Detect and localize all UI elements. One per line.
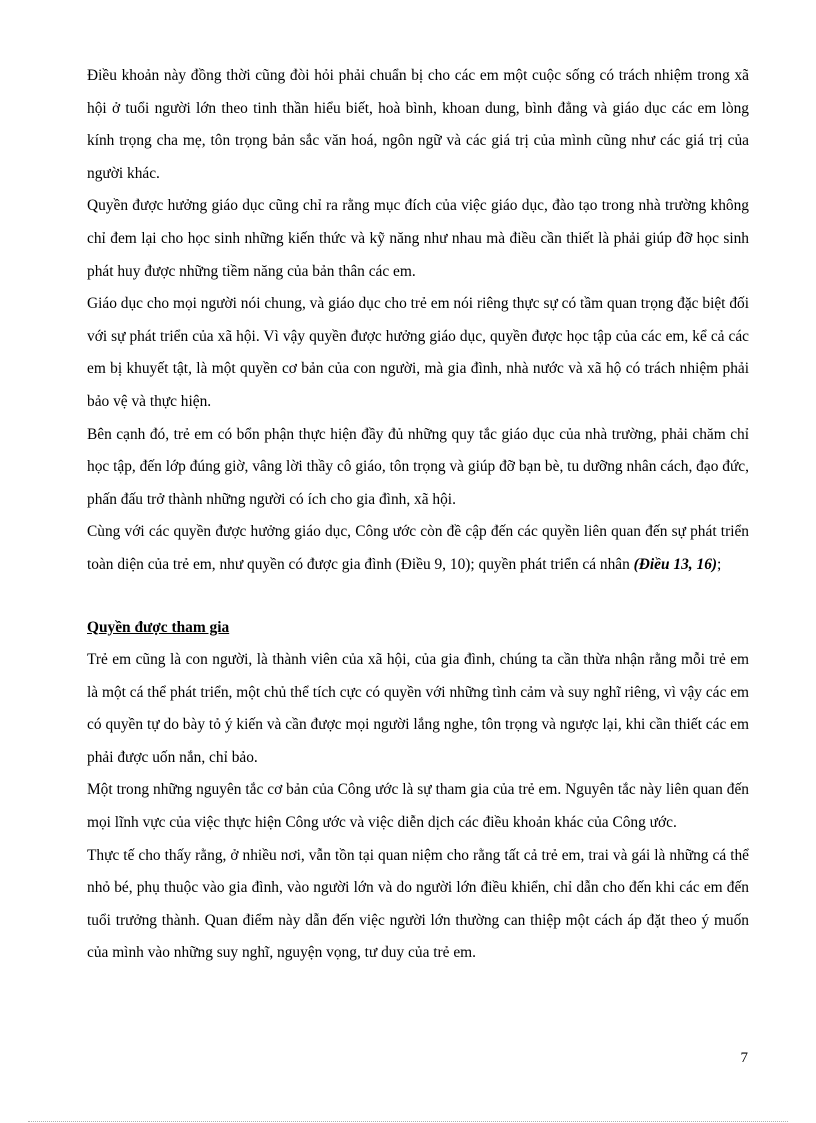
paragraph: Bên cạnh đó, trẻ em có bổn phận thực hiện đầy đủ những quy tắc giáo dục của nhà trường, phải chăm chỉ học tập, đến lớp đúng giờ, vâng lời thầy cô giáo, tôn trọng và giúp đỡ bạn bè, tu dưỡng nhân cách, đạo đức, phấn đấu trở thành những người có ích cho gia đình, xã hội. xyxy=(87,425,749,508)
paragraph-with-reference xyxy=(87,516,749,581)
paragraph: Điều khoản này đồng thời cũng đòi hỏi phải chuẩn bị cho các em một cuộc sống có trách nhiệm trong xã hội ở tuổi người lớn theo tinh thần hiểu biết, hoà bình, khoan dung, bình đẳng và giáo dục các em lòng kính trọng cha mẹ, tôn trọng bản sắc văn hoá, ngôn ngữ và các giá trị của mình cũng như các giá trị của người khác. xyxy=(87,67,749,182)
paragraph: Trẻ em cũng là con người, là thành viên của xã hội, của gia đình, chúng ta cần thừa nhận rằng mỗi trẻ em là một cá thể phát triển, một chủ thể tích cực có quyền với những tình cảm và suy nghĩ riêng, vì vậy các em có quyền tự do bày tỏ ý kiến và cần được mọi người lắng nghe, tôn trọng và ngược lại, khi cần thiết các em phải được uốn nắn, chỉ bảo. xyxy=(87,651,749,766)
paragraph: Giáo dục cho mọi người nói chung, và giáo dục cho trẻ em nói riêng thực sự có tầm quan trọng đặc biệt đối với sự phát triển của xã hội. Vì vậy quyền được hưởng giáo dục, quyền được học tập của các em, kể cả các em bị khuyết tật, là một quyền cơ bản của con người, mà gia đình, nhà nước và xã hộ có trách nhiệm phải bảo vệ và thực hiện. xyxy=(87,295,749,410)
paragraph: Thực tế cho thấy rằng, ở nhiều nơi, vẫn tồn tại quan niệm cho rằng tất cả trẻ em, trai và gái là những cá thể nhỏ bé, phụ thuộc vào gia đình, vào người lớn và do người lớn điều khiển, chỉ dẫn cho đến khi các em đến tuổi trưởng thành. Quan điểm này dẫn đến việc người lớn thường can thiệp một cách áp đặt theo ý muốn của mình vào những suy nghĩ, nguyện vọng, tư duy của trẻ em. xyxy=(87,846,749,962)
article-reference: (Điều 13, 16) xyxy=(633,555,718,573)
paragraph: Một trong những nguyên tắc cơ bản của Công ước là sự tham gia của trẻ em. Nguyên tắc này liên quan đến mọi lĩnh vực của việc thực hiện Công ước và việc diễn dịch các điều khoản khác của Công ước. xyxy=(87,781,749,832)
document-body xyxy=(87,60,749,970)
section-heading: Quyền được tham gia xyxy=(87,618,230,636)
footer-divider xyxy=(28,1121,788,1122)
paragraph-text: Cùng với các quyền được hưởng giáo dục, Công ước còn đề cập đến các quyền liên quan đến sự phát triển toàn diện của trẻ em, như quyền có được gia đình (Điều 9, 10); quyền phát triển cá nhân xyxy=(87,523,749,573)
paragraph: Quyền được hưởng giáo dục cũng chỉ ra rằng mục đích của việc giáo dục, đào tạo trong nhà trường không chỉ đem lại cho học sinh những kiến thức và kỹ năng như nhau mà điều cần thiết là phải giúp đỡ học sinh phát huy được những tiềm năng của bản thân các em. xyxy=(87,197,749,280)
paragraph-tail: ; xyxy=(717,555,722,573)
page-number: 7 xyxy=(740,1050,748,1066)
